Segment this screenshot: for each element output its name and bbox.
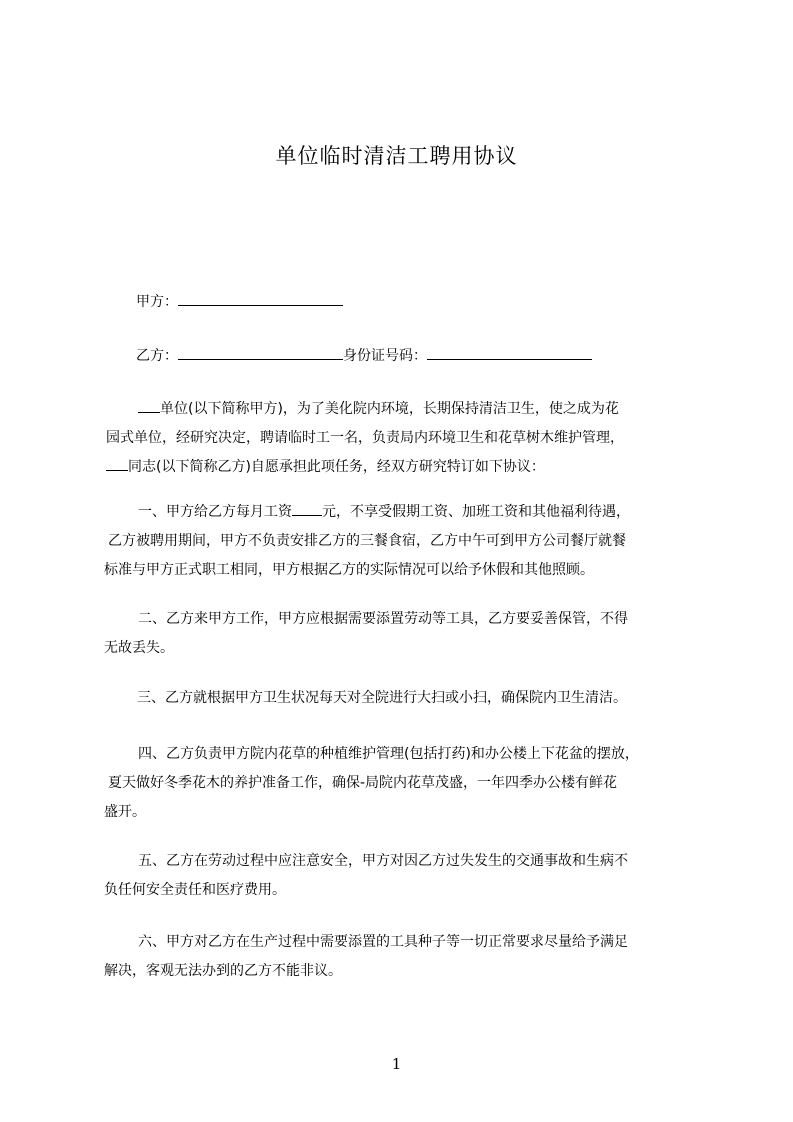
clause-4-line-3: 盛开。 [104, 804, 146, 820]
clause-6 [104, 928, 704, 986]
clause-1 [104, 498, 704, 585]
clause-4-line-1: 四、乙方负责甲方院内花草的种植维护管理(包括打药)和办公楼上下花盆的摆放， [138, 746, 639, 762]
intro-paragraph [104, 395, 704, 482]
clause-1-line-3: 标准与甲方正式职工相同，甲方根据乙方的实际情况可以给予休假和其他照顾。 [104, 562, 594, 578]
intro-line-1: 单位(以下简称甲方)，为了美化院内环境，长期保持清洁卫生，使之成为花 [104, 395, 704, 424]
document-title: 单位临时清洁工聘用协议 [275, 144, 518, 168]
party-a-blank [178, 304, 343, 306]
intro-line-3: 同志(以下简称乙方)自愿承担此项任务，经双方研究特订如下协议： [104, 453, 704, 482]
clause-1-line-2: 乙方被聘用期间，甲方不负责安排乙方的三餐食宿，乙方中午可到甲方公司餐厅就餐 [108, 533, 626, 549]
clause-2 [104, 605, 704, 663]
salary-blank [292, 514, 322, 516]
party-a-label: 甲方： [136, 294, 178, 310]
clause-3-line-1: 三、乙方就根据甲方卫生状况每天对全院进行大扫或小扫，确保院内卫生清洁。 [137, 690, 627, 706]
comrade-blank [106, 469, 128, 471]
id-number-blank [427, 358, 592, 360]
clause-2-line-1: 二、乙方来甲方工作，甲方应根据需要添置劳动等工具，乙方要妥善保管，不得 [138, 611, 628, 627]
clause-6-line-1: 六、甲方对乙方在生产过程中需要添置的工具种子等一切正常要求尽量给予满足 [138, 934, 628, 950]
unit-blank [138, 411, 160, 413]
intro-line-2: 园式单位，经研究决定，聘请临时工一名，负责局内环境卫生和花草树木维护管理， [106, 430, 624, 446]
clause-6-line-2: 解决，客观无法办到的乙方不能非议。 [104, 963, 342, 979]
party-b-blank [178, 358, 343, 360]
clause-1-line-1: 一、甲方给乙方每月工资 元，不享受假期工资、加班工资和其他福利待遇， [138, 504, 630, 520]
clause-5-line-2: 负任何安全责任和医疗费用。 [104, 882, 286, 898]
party-b-label: 乙方： [136, 348, 178, 364]
clause-3 [104, 684, 704, 713]
clause-5 [104, 847, 704, 905]
clause-5-line-1: 五、乙方在劳动过程中应注意安全，甲方对因乙方过失发生的交通事故和生病不 [138, 853, 628, 869]
clause-2-line-2: 无故丢失。 [104, 640, 174, 656]
clause-4 [104, 740, 704, 827]
clause-4-line-2: 夏天做好冬季花木的养护准备工作，确保-局院内花草茂盛，一年四季办公楼有鲜花 [108, 775, 618, 791]
id-number-label: 身份证号码： [343, 348, 427, 364]
party-a-line [136, 291, 343, 311]
page-number: 1 [391, 1055, 402, 1073]
party-b-line [136, 345, 592, 365]
